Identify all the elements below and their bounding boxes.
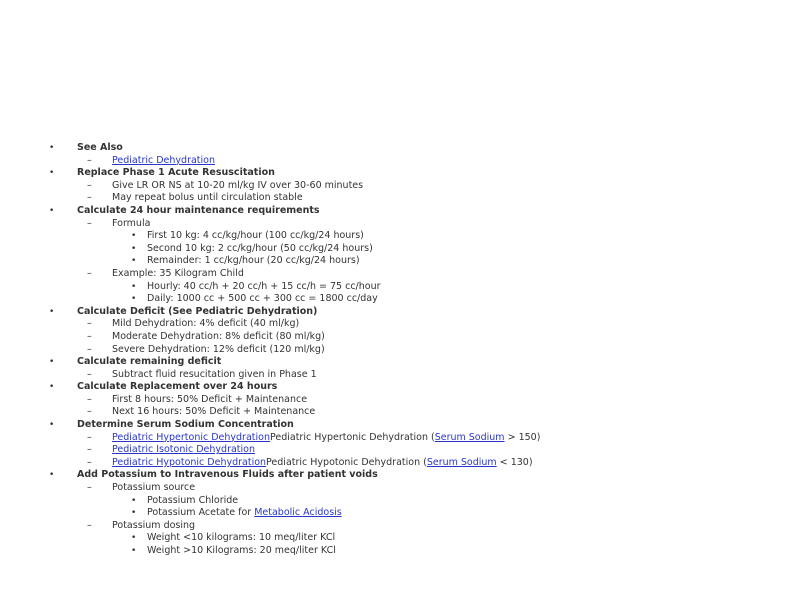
outline-item-level-1	[0, 469, 800, 482]
bullet-icon: •	[131, 281, 137, 292]
dash-bullet-icon: –	[87, 267, 92, 279]
outline-item-level-3	[0, 507, 800, 520]
link-pediatric-hypertonic-dehydration[interactable]: Pediatric Hypertonic Dehydration	[112, 431, 270, 443]
outline-item-level-2	[0, 268, 800, 281]
outline-document	[0, 142, 800, 558]
dash-bullet-icon: –	[87, 217, 92, 229]
dash-bullet-icon: –	[87, 343, 92, 355]
bullet-icon: •	[49, 168, 55, 179]
dash-bullet-icon: –	[87, 154, 92, 166]
outline-item-level-1	[0, 381, 800, 394]
outline-item-level-2	[0, 318, 800, 331]
dash-bullet-icon: –	[87, 192, 92, 204]
bullet-icon: •	[131, 256, 137, 267]
section-heading: Replace Phase 1 Acute Resuscitation	[77, 167, 275, 179]
item-text: Next 16 hours: 50% Deficit + Maintenance	[112, 406, 316, 418]
outline-item-level-2	[0, 482, 800, 495]
section-heading: See Also	[77, 142, 123, 153]
item-text: Weight >10 Kilograms: 20 meq/liter KCl	[147, 545, 336, 556]
link-metabolic-acidosis[interactable]: Metabolic Acidosis	[254, 507, 342, 519]
outline-item-level-3	[0, 495, 800, 508]
dash-bullet-icon: –	[87, 482, 92, 494]
item-text: Formula	[112, 217, 151, 229]
bullet-icon: •	[131, 508, 137, 519]
item-text: Potassium dosing	[112, 519, 196, 531]
bullet-icon: •	[49, 357, 55, 368]
bullet-icon: •	[49, 205, 55, 216]
outline-item-level-2	[0, 180, 800, 193]
item-text	[147, 507, 342, 520]
item-text: Potassium source	[112, 482, 196, 494]
section-heading: Determine Serum Sodium Concentration	[77, 419, 294, 431]
dash-bullet-icon: –	[87, 393, 92, 405]
outline-item-level-2	[0, 406, 800, 419]
text-fragment: Potassium Acetate for	[147, 507, 255, 519]
dash-bullet-icon: –	[87, 318, 92, 330]
link-pediatric-dehydration[interactable]: Pediatric Dehydration	[112, 154, 215, 166]
item-text	[112, 155, 215, 168]
item-text: Example: 35 Kilogram Child	[112, 267, 244, 279]
section-heading: Calculate 24 hour maintenance requirements	[77, 204, 320, 216]
bullet-icon: •	[131, 231, 137, 242]
dash-bullet-icon: –	[87, 368, 92, 380]
outline-item-level-1	[0, 356, 800, 369]
outline-item-level-3	[0, 255, 800, 268]
outline-item-level-3	[0, 281, 800, 294]
outline-item-level-2	[0, 218, 800, 231]
outline-item-level-2	[0, 394, 800, 407]
bullet-icon: •	[131, 294, 137, 305]
bullet-icon: •	[49, 382, 55, 393]
dash-bullet-icon: –	[87, 456, 92, 468]
outline-item-level-1	[0, 419, 800, 432]
link-serum-sodium[interactable]: Serum Sodium	[426, 456, 497, 468]
bullet-icon: •	[131, 243, 137, 254]
outline-item-level-2	[0, 331, 800, 344]
outline-item-level-1	[0, 205, 800, 218]
text-fragment: Pediatric Hypotonic Dehydration (	[266, 456, 427, 468]
text-fragment: < 130)	[496, 456, 533, 468]
item-text: First 8 hours: 50% Deficit + Maintenance	[112, 393, 308, 405]
outline-item-level-2	[0, 444, 800, 457]
item-text: Give LR OR NS at 10-20 ml/kg IV over 30-60 minutes	[112, 179, 364, 191]
item-text: May repeat bolus until circulation stable	[112, 192, 303, 204]
dash-bullet-icon: –	[87, 179, 92, 191]
item-text: Weight <10 kilograms: 10 meq/liter KCl	[147, 532, 336, 544]
item-text	[112, 444, 255, 457]
bullet-icon: •	[131, 495, 137, 506]
outline-item-level-1	[0, 142, 800, 155]
item-text: Subtract fluid resucitation given in Phase 1	[112, 368, 317, 380]
bullet-icon: •	[49, 306, 55, 317]
outline-item-level-2	[0, 520, 800, 533]
item-text: Severe Dehydration: 12% deficit (120 ml/kg)	[112, 343, 325, 355]
dash-bullet-icon: –	[87, 330, 92, 342]
bullet-icon: •	[49, 470, 55, 481]
item-text: Remainder: 1 cc/kg/hour (20 cc/kg/24 hours)	[147, 255, 360, 267]
outline-item-level-3	[0, 545, 800, 558]
dash-bullet-icon: –	[87, 431, 92, 443]
outline-item-level-3	[0, 230, 800, 243]
section-heading: Calculate Deficit (See Pediatric Dehydration)	[77, 305, 318, 317]
bullet-icon: •	[131, 533, 137, 544]
link-pediatric-hypotonic-dehydration[interactable]: Pediatric Hypotonic Dehydration	[112, 456, 267, 468]
item-text	[112, 432, 540, 445]
outline-item-level-3	[0, 532, 800, 545]
dash-bullet-icon: –	[87, 444, 92, 456]
item-text: Moderate Dehydration: 8% deficit (80 ml/kg)	[112, 330, 325, 342]
item-text	[112, 457, 533, 470]
item-text: Mild Dehydration: 4% deficit (40 ml/kg)	[112, 318, 300, 330]
outline-item-level-1	[0, 306, 800, 319]
text-fragment: > 150)	[504, 431, 541, 443]
text-fragment: Pediatric Hypertonic Dehydration (	[269, 431, 435, 443]
item-text: Daily: 1000 cc + 500 cc + 300 cc = 1800 cc/day	[147, 293, 378, 305]
section-heading: Calculate remaining deficit	[77, 356, 222, 368]
dash-bullet-icon: –	[87, 519, 92, 531]
section-heading: Calculate Replacement over 24 hours	[77, 381, 278, 393]
section-heading: Add Potassium to Intravenous Fluids after patient voids	[77, 469, 378, 481]
item-text: Second 10 kg: 2 cc/kg/hour (50 cc/kg/24 hours)	[147, 242, 373, 254]
outline-item-level-2	[0, 457, 800, 470]
outline-item-level-2	[0, 344, 800, 357]
outline-item-level-2	[0, 155, 800, 168]
bullet-icon: •	[49, 143, 55, 153]
link-pediatric-isotonic-dehydration[interactable]: Pediatric Isotonic Dehydration	[112, 444, 256, 456]
item-text: Potassium Chloride	[147, 494, 239, 506]
outline-item-level-3	[0, 293, 800, 306]
bullet-icon: •	[131, 546, 137, 556]
item-text: Hourly: 40 cc/h + 20 cc/h + 15 cc/h = 75 cc/hour	[147, 280, 381, 292]
link-serum-sodium[interactable]: Serum Sodium	[434, 431, 505, 443]
item-text: First 10 kg: 4 cc/kg/hour (100 cc/kg/24 hours)	[147, 230, 364, 242]
outline-item-level-1	[0, 167, 800, 180]
outline-item-level-3	[0, 243, 800, 256]
bullet-icon: •	[49, 420, 55, 431]
dash-bullet-icon: –	[87, 406, 92, 418]
outline-item-level-2	[0, 432, 800, 445]
outline-item-level-2	[0, 192, 800, 205]
outline-item-level-2	[0, 369, 800, 382]
